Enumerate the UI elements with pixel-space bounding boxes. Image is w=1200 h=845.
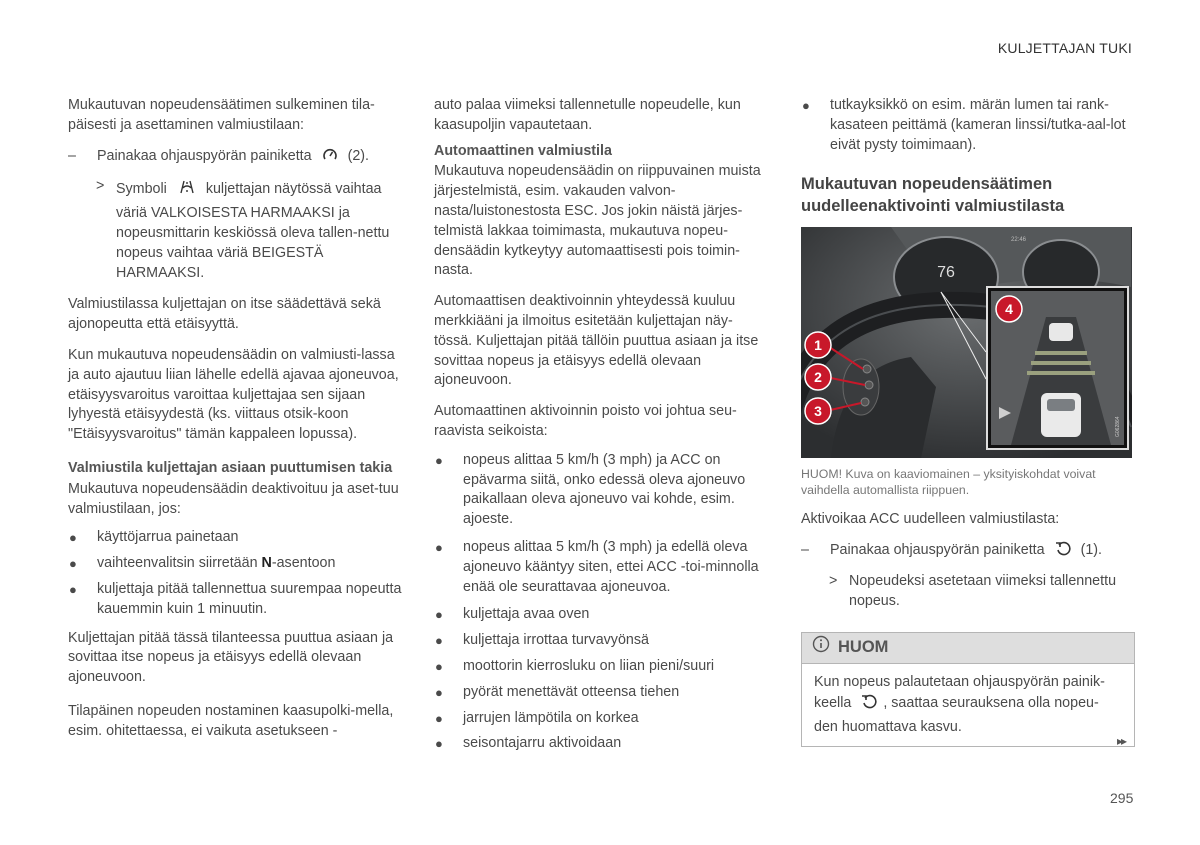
list-item-text: käyttöjarrua painetaan: [97, 529, 239, 546]
list-item: [434, 631, 768, 651]
svg-text:1: 1: [814, 337, 822, 354]
bullet-marker: ●: [435, 452, 443, 468]
note-title: HUOM: [838, 637, 889, 656]
svg-text:2: 2: [814, 369, 822, 386]
bullet-marker: ●: [435, 710, 443, 726]
list-item-text: tutkayksikkö on esim. märän lumen tai rank-kasateen peittämä (kameran linssi/tutka-aal-lot eivät pysty toimimaan).: [830, 97, 1126, 153]
callout-3: [805, 398, 831, 424]
callout-4: [996, 296, 1022, 322]
subheading: Valmiustila kuljettajan asiaan puuttumisen takia: [68, 459, 393, 476]
list-item-text: nopeus alittaa 5 km/h (3 mph) ja ACC on epävarma siitä, onko edessä oleva ajoneuvo paikallaan oleva ajoneuvo vai kohde, esim. ajoeste.: [463, 451, 746, 528]
list-item: [434, 605, 768, 625]
paragraph: Kun mukautuva nopeudensäädin on valmiusti-lassa ja auto ajautuu liian lähelle edellä ajavaa ajoneuvoa, etäisyysvaroitus varoittaa kuljettajaa sen sijaan lyhyestä etäisyydestä (ks. viittaus otsik-koon "Etäisyysvaroitus" tämän kappaleen lopussa).: [68, 346, 399, 443]
list-item: [434, 734, 768, 754]
paragraph: auto palaa viimeksi tallennetulle nopeudelle, kun kaasupoljin vapautetaan.: [434, 97, 741, 133]
dashboard-illustration: [801, 227, 1132, 458]
bullet-marker: ●: [435, 633, 443, 649]
list-item-text: kuljettaja avaa oven: [463, 606, 590, 623]
figure-caption: HUOM! Kuva on kaaviomainen – yksityiskohdat voivat vaihdella automallista riippuen.: [801, 467, 1096, 498]
acc-symbol-icon: [177, 177, 197, 204]
paragraph: Aktivoikaa ACC uudelleen valmiustilasta:: [801, 511, 1060, 528]
list-item-text: nopeus alittaa 5 km/h (3 mph) ja edellä oleva ajoneuvo kääntyy siten, ettei ACC -toi-minnolla enää ole seurattavaa ajoneuvoa.: [463, 538, 759, 595]
list-item-text: pyörät menettävät otteensa tiehen: [463, 683, 680, 700]
gear-n-label: N: [261, 555, 272, 572]
result-item: [801, 572, 1135, 612]
resume-icon: [1055, 541, 1071, 564]
step-item: [68, 147, 402, 170]
paragraph: Kuljettajan pitää tässä tilanteessa puuttua asiaan ja sovittaa itse nopeus ja etäisyys edellä olevaan ajoneuvoon.: [68, 629, 394, 686]
section-header: KULJETTAJAN TUKI: [997, 40, 1132, 56]
resume-icon: [861, 694, 877, 717]
info-icon: [812, 635, 830, 660]
result-text-pre: Symboli: [116, 181, 167, 198]
column-2: [434, 96, 768, 760]
result-text-post: kuljettajan näytössä vaihtaa väriä VALKOISESTA HARMAAKSI ja nopeusmittarin keskiössä oleva tallen-nettu nopeus vaihtaa väriä BEIGESTÄ HARMAAKSI.: [116, 181, 390, 281]
list-item-text: moottorin kierrosluku on liian pieni/suuri: [463, 657, 715, 674]
dash-marker: –: [801, 542, 809, 559]
note-box: [801, 632, 1135, 747]
list-item-text: kuljettaja irrottaa turvavyönsä: [463, 632, 649, 649]
bullet-marker: ●: [435, 607, 443, 623]
svg-text:4: 4: [1005, 301, 1013, 318]
note-text-post: , saattaa seurauksena olla nopeu-den huomattava kasvu.: [814, 694, 1099, 735]
paragraph: Tilapäinen nopeuden nostaminen kaasupolki-mella, esim. ohitettaessa, ei vaikuta asetukseen -: [68, 702, 394, 739]
svg-text:3: 3: [814, 403, 822, 420]
list-item: [68, 554, 402, 574]
bullet-marker: ●: [69, 530, 77, 546]
speed-standby-icon: [322, 147, 338, 170]
bullet-marker: ●: [69, 556, 77, 572]
callout-2: [805, 364, 831, 390]
list-item-text: jarrujen lämpötila on korkea: [463, 709, 639, 726]
figure-code: G062864: [1115, 416, 1121, 438]
list-item: [434, 451, 768, 530]
list-item: [434, 657, 768, 677]
list-item: [434, 683, 768, 703]
list-item: [68, 528, 402, 548]
bullet-marker: ●: [69, 581, 77, 597]
paragraph: Automaattisen deaktivoinnin yhteydessä kuuluu merkkiääni ja ilmoitus esitetään kuljettajan näy-tössä. Kuljettajan pitää tällöin puuttua asiaan ja itse sovittaa nopeus ja etäisyys edellä olevaan ajoneuvoon.: [434, 293, 759, 389]
result-item: [68, 177, 402, 283]
note-header: [802, 633, 1134, 664]
column-3: [801, 96, 1135, 747]
column-1: [68, 96, 402, 753]
list-item: [434, 538, 768, 597]
bullet-marker: ●: [435, 658, 443, 674]
list-item-text: -asentoon: [271, 555, 336, 572]
list-item-text: vaihteenvalitsin siirretään: [97, 555, 262, 572]
paragraph: Automaattinen aktivoinnin poisto voi johtua seu-raavista seikoista:: [434, 403, 737, 439]
continue-arrows-icon: ▸▸: [1117, 734, 1126, 748]
list-item: [801, 96, 1135, 155]
callout-1: [805, 332, 831, 358]
arrow-marker: >: [96, 178, 105, 195]
list-item: [68, 580, 402, 620]
page-number: 295: [1110, 790, 1134, 806]
list-item-text: seisontajarru aktivoidaan: [463, 735, 622, 752]
step-suffix: (2).: [347, 147, 370, 164]
bullet-marker: ●: [435, 684, 443, 700]
steering-wheel-figure: [801, 227, 1132, 458]
deactivation-reasons-list: [434, 451, 768, 754]
bullet-marker: ●: [435, 539, 443, 555]
step-text: Painakaa ohjauspyörän painiketta: [97, 147, 312, 164]
step-text: Painakaa ohjauspyörän painiketta: [830, 542, 1045, 559]
bullet-marker: ●: [435, 736, 443, 752]
list-item-text: kuljettaja pitää tallennettua suurempaa nopeutta kauemmin kuin 1 minuutin.: [97, 580, 402, 617]
paragraph: Mukautuva nopeudensäädin deaktivoituu ja aset-tuu valmiustilaan, jos:: [68, 480, 399, 517]
subheading: Automaattinen valmiustila: [434, 142, 612, 159]
bullet-marker: ●: [802, 98, 810, 113]
result-text: Nopeudeksi asetetaan viimeksi tallennettu nopeus.: [849, 572, 1117, 609]
paragraph: Mukautuva nopeudensäädin on riippuvainen muista järjestelmistä, esim. vakauden valvon-nasta/luistonestosta ESC. Jos jokin näistä järjes-telmistä lakkaa toimimasta, mukautuva nopeu-densäädin kytkeytyy automaattisesti pois toimin-nasta.: [434, 163, 761, 279]
note-text-pre: Kun nopeus palautetaan ohjauspyörän painik-keella: [814, 673, 1105, 711]
step-suffix: (1).: [1080, 542, 1103, 559]
paragraph: Mukautuvan nopeudensäätimen sulkeminen tila-päisesti ja asettaminen valmiustilaan:: [68, 97, 375, 133]
dash-marker: –: [68, 147, 76, 164]
list-item: [434, 709, 768, 729]
paragraph: Valmiustilassa kuljettajan on itse säädettävä sekä ajonopeutta että etäisyyttä.: [68, 296, 381, 333]
clock-readout: 22:46: [1011, 237, 1027, 244]
note-body: [802, 664, 1134, 746]
speed-readout: 76: [937, 264, 955, 282]
arrow-marker: >: [829, 572, 838, 589]
section-heading: Mukautuvan nopeudensäätimen uudelleenaktivointi valmiustilasta: [801, 175, 1065, 216]
step-item: [801, 541, 1135, 564]
